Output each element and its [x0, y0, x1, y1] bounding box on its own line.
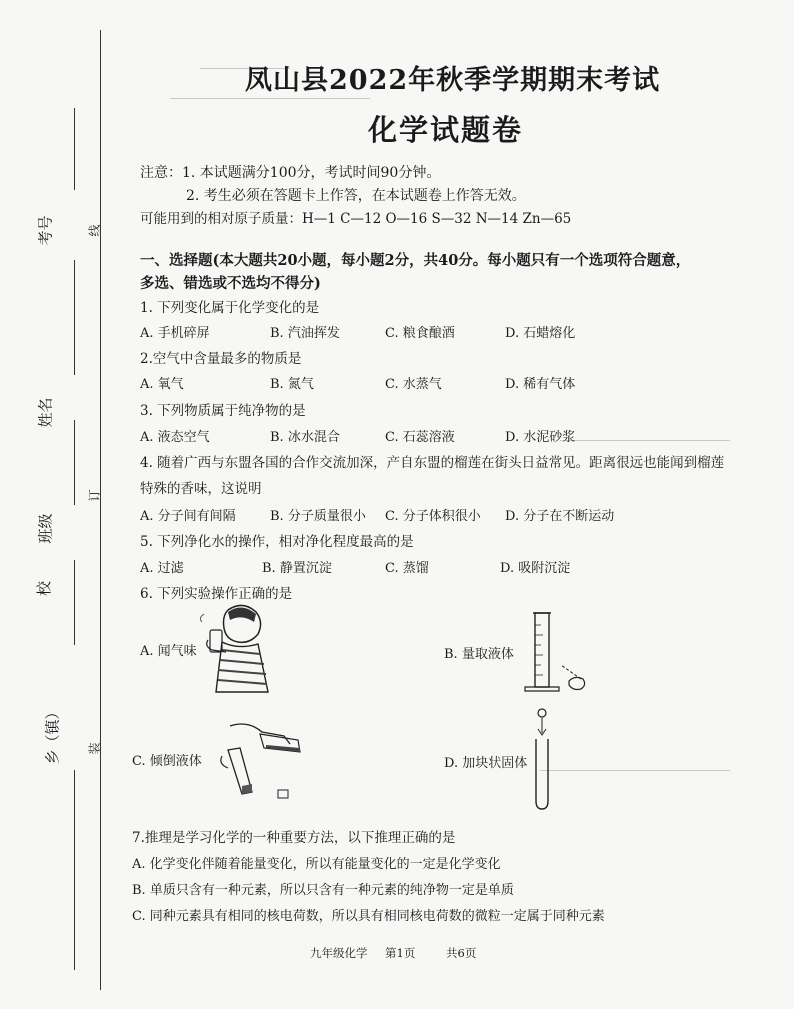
option: C. 石蕊溶液 — [385, 430, 455, 445]
notice-line-1: 注意：1. 本试题满分100分，考试时间90分钟。 — [140, 165, 441, 181]
school-label: 校 — [35, 580, 54, 597]
cut-line-char: 线 — [87, 224, 102, 237]
bleed-line — [560, 440, 730, 441]
question-stem: 5. 下列净化水的操作，相对净化程度最高的是 — [140, 534, 414, 550]
name-blank-line — [74, 260, 75, 375]
question-stem: 4. 随着广西与东盟各国的合作交流加深，产自东盟的榴莲在街头日益常见。距离很远也能闻到榴莲 — [140, 455, 725, 471]
exam-no-blank-line — [74, 108, 75, 190]
option: C. 蒸馏 — [385, 561, 429, 576]
town-blank-line — [74, 770, 75, 970]
test-tube-illustration — [528, 705, 558, 813]
section-heading: 一、选择题(本大题共20小题，每小题2分，共40分。每小题只有一个选项符合题意， — [140, 252, 691, 269]
option: D. 石蜡熔化 — [505, 326, 576, 341]
town-label: 乡（镇） — [43, 704, 62, 765]
option: D. 水泥砂浆 — [505, 430, 576, 445]
question-stem-cont: 特殊的香味，这说明 — [140, 481, 262, 497]
option: C. 倾倒液体 — [132, 754, 202, 769]
option: D. 吸附沉淀 — [500, 561, 571, 576]
cylinder-illustration — [515, 605, 605, 700]
option: A. 过滤 — [140, 561, 184, 576]
question-stem: 2.空气中含量最多的物质是 — [140, 351, 302, 367]
footer-page: 第1页 — [385, 946, 416, 960]
binding-char-zhuang: 装 — [87, 742, 102, 755]
option: A. 闻气味 — [140, 644, 197, 659]
option: A. 分子间有间隔 — [140, 509, 236, 524]
option: C. 粮食酿酒 — [385, 326, 455, 341]
footer-total: 共6页 — [446, 946, 477, 960]
option: B. 量取液体 — [444, 647, 514, 662]
question-stem: 7.推理是学习化学的一种重要方法，以下推理正确的是 — [132, 830, 456, 846]
option: B. 冰水混合 — [270, 430, 340, 445]
class-label: 班级 — [36, 513, 55, 544]
option: B. 单质只含有一种元素，所以只含有一种元素的纯净物一定是单质 — [132, 883, 514, 898]
bleed-line — [540, 770, 730, 771]
question-stem: 6. 下列实验操作正确的是 — [140, 586, 293, 602]
notice-line-2: 2. 考生必须在答题卡上作答，在本试题卷上作答无效。 — [186, 188, 526, 204]
bleed-line — [170, 98, 370, 99]
option: C. 水蒸气 — [385, 377, 442, 392]
binding-char-ding: 订 — [87, 489, 102, 502]
question-stem: 1. 下列变化属于化学变化的是 — [140, 300, 320, 316]
footer-subject: 九年级化学 — [310, 946, 368, 960]
option: A. 化学变化伴随着能量变化，所以有能量变化的一定是化学变化 — [132, 857, 501, 872]
option: B. 静置沉淀 — [262, 561, 332, 576]
question-stem: 3. 下列物质属于纯净物的是 — [140, 403, 306, 419]
option: D. 稀有气体 — [505, 377, 576, 392]
option: A. 氧气 — [140, 377, 184, 392]
atomic-mass-line: 可能用到的相对原子质量：H—1 C—12 O—16 S—32 N—14 Zn—65 — [140, 211, 572, 227]
exam-title: 凤山县2022年秋季学期期末考试 — [245, 65, 661, 96]
class-blank-line — [74, 420, 75, 505]
smell-illustration — [198, 600, 278, 695]
name-label: 姓名 — [36, 397, 55, 428]
option: D. 加块状固体 — [444, 756, 528, 771]
exam-subtitle: 化学试题卷 — [368, 113, 524, 147]
binding-line — [100, 30, 101, 990]
option: C. 分子体积很小 — [385, 509, 481, 524]
school-blank-line — [74, 560, 75, 645]
option: D. 分子在不断运动 — [505, 509, 615, 524]
pouring-illustration — [200, 712, 310, 807]
section-heading-2: 多选、错选或不选均不得分) — [140, 275, 321, 292]
option: B. 氮气 — [270, 377, 314, 392]
option: A. 液态空气 — [140, 430, 210, 445]
option: B. 分子质量很小 — [270, 509, 366, 524]
exam-no-label: 考号 — [36, 215, 55, 246]
option: C. 同种元素具有相同的核电荷数，所以具有相同核电荷数的微粒一定属于同种元素 — [132, 909, 605, 924]
option: A. 手机碎屏 — [140, 326, 210, 341]
option: B. 汽油挥发 — [270, 326, 340, 341]
